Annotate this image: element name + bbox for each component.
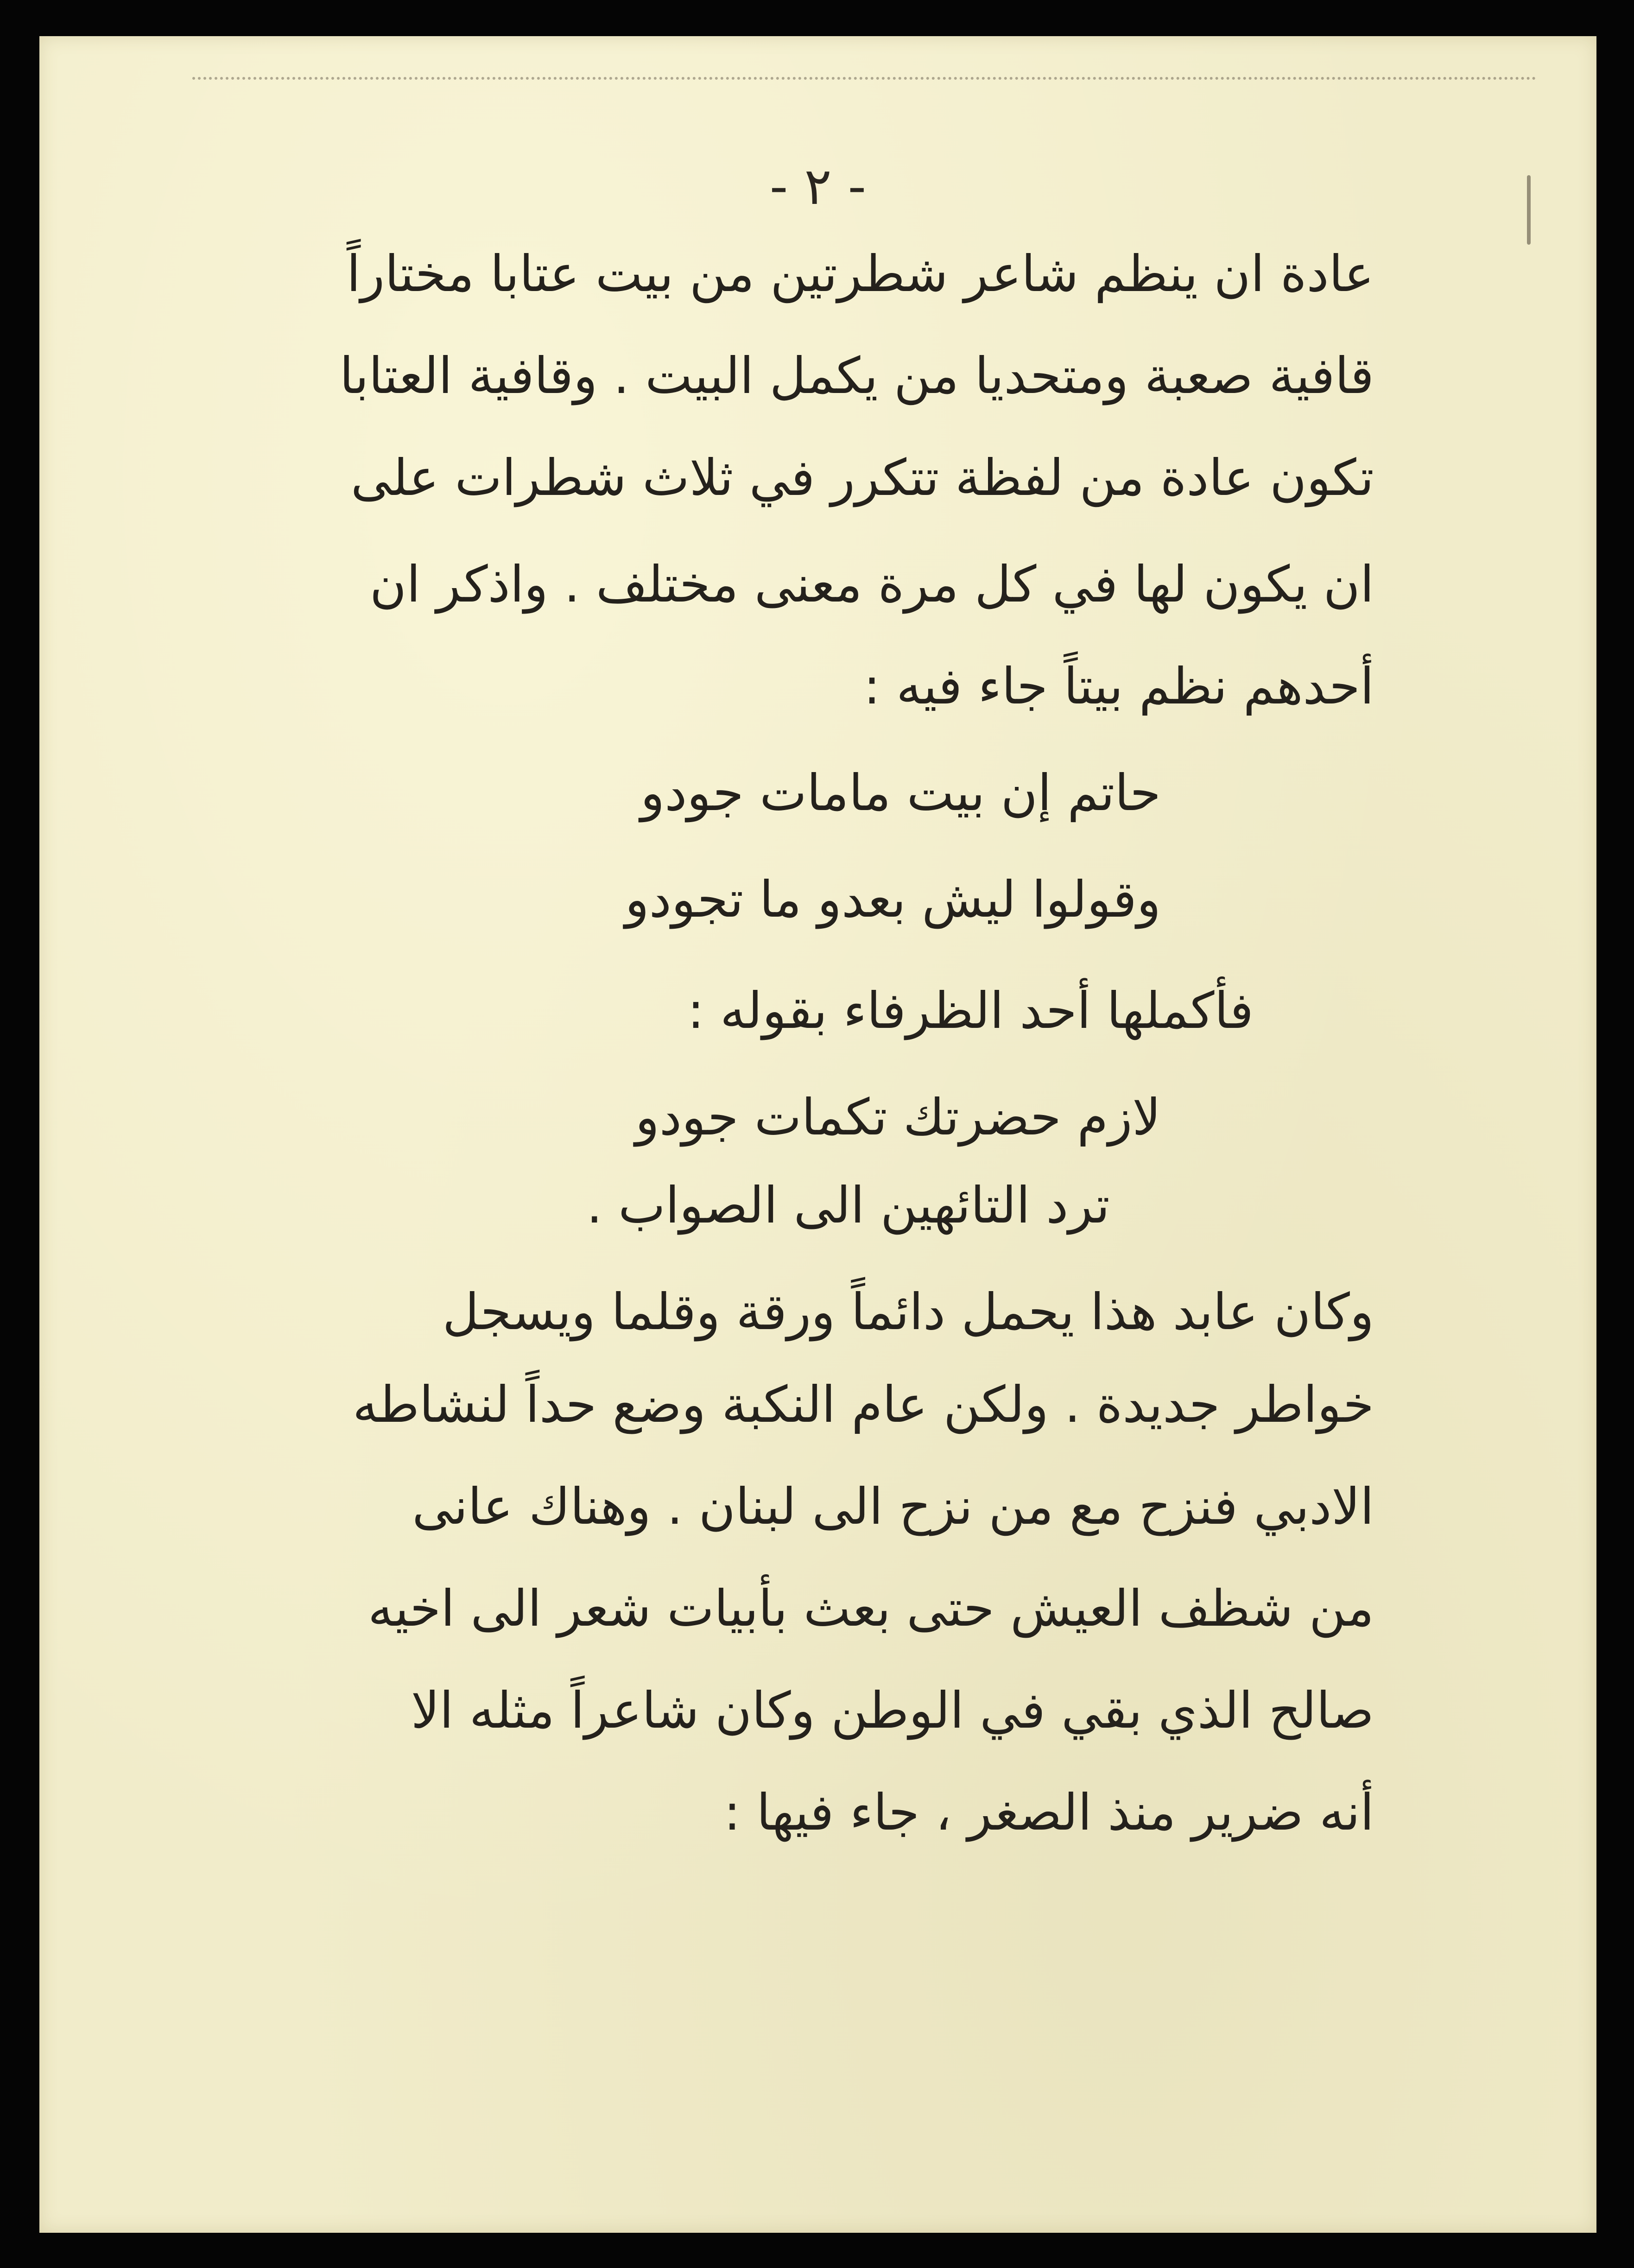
text-line: صالح الذي بقي في الوطن وكان شاعراً مثله الا [411, 1682, 1374, 1740]
verse-intro-line: فأكملها أحد الظرفاء بقوله : [687, 982, 1254, 1040]
text-line: خواطر جديدة . ولكن عام النكبة وضع حداً لنشاطه [352, 1376, 1374, 1434]
text-line: أحدهم نظم بيتاً جاء فيه : [863, 658, 1374, 716]
paper-sheet [39, 36, 1596, 2233]
text-line: تكون عادة من لفظة تتكرر في ثلاث شطرات على [351, 449, 1374, 507]
text-line: وكان عابد هذا يحمل دائماً ورقة وقلما ويسجل [442, 1283, 1374, 1341]
text-line: عادة ان ينظم شاعر شطرتين من بيت عتابا مختاراً [347, 245, 1374, 303]
text-line: قافية صعبة ومتحديا من يكمل البيت . وقافية العتابا [339, 347, 1374, 405]
verse-line: لازم حضرتك تكمات جودو [635, 1089, 1161, 1147]
text-line: من شظف العيش حتى بعث بأبيات شعر الى اخيه [367, 1580, 1374, 1638]
text-line: أنه ضرير منذ الصغر ، جاء فيها : [723, 1784, 1374, 1842]
verse-line: ترد التائهين الى الصواب . [586, 1177, 1110, 1235]
top-dotted-edge [192, 77, 1536, 80]
text-line: الادبي فنزح مع من نزح الى لبنان . وهناك عانى [412, 1478, 1374, 1536]
verse-line: حاتم إن بيت مامات جودو [640, 764, 1161, 822]
page-number: - ٢ - [769, 157, 867, 216]
verse-line: وقولوا ليش بعدو ما تجودو [625, 871, 1161, 929]
text-line: ان يكون لها في كل مرة معنى مختلف . واذكر ان [369, 556, 1374, 614]
